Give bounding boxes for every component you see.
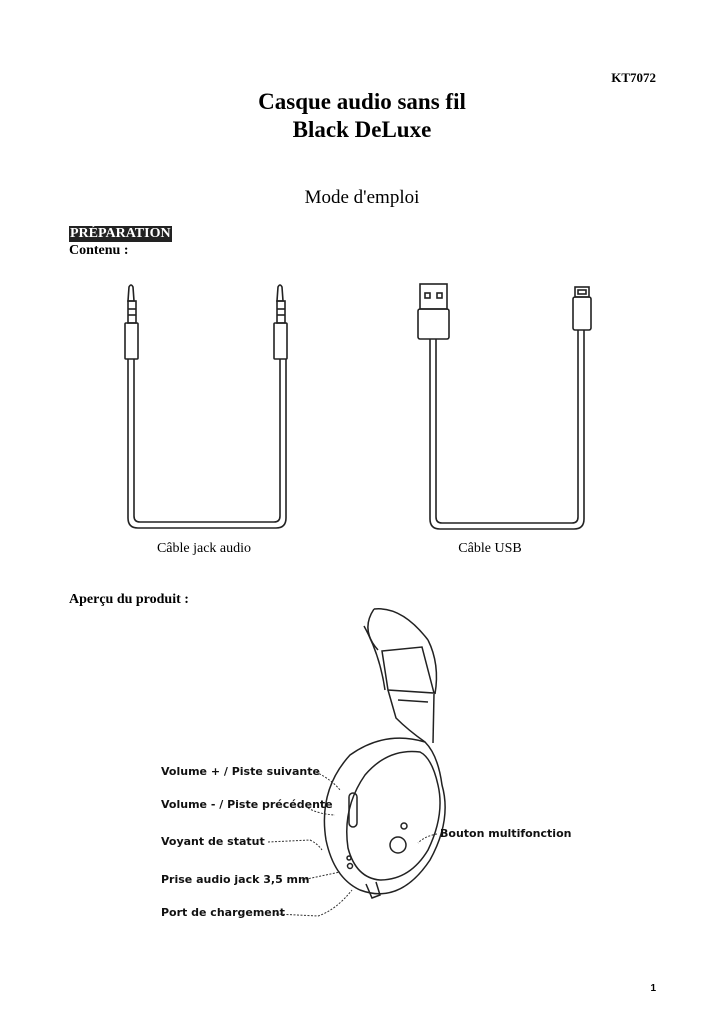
model-code: KT7072 bbox=[611, 70, 656, 85]
page-number: 1 bbox=[650, 983, 656, 994]
callout-status-indicator: Voyant de statut bbox=[161, 835, 265, 848]
callout-audio-jack-port: Prise audio jack 3,5 mm bbox=[161, 873, 310, 886]
callout-multifunction-button: Bouton multifonction bbox=[440, 827, 572, 840]
callout-volume-up-next-track: Volume + / Piste suivante bbox=[161, 765, 320, 778]
title-line-2: Black DeLuxe bbox=[292, 117, 432, 142]
title-line-1: Casque audio sans fil bbox=[258, 89, 466, 114]
caption-audio-jack-cable: Câble jack audio bbox=[156, 541, 252, 556]
document-subtitle: Mode d'emploi bbox=[304, 187, 420, 208]
contents-label: Contenu : bbox=[69, 243, 129, 258]
product-overview-label: Aperçu du produit : bbox=[69, 592, 189, 607]
callout-charging-port: Port de chargement bbox=[161, 906, 285, 919]
callout-volume-down-previous-track: Volume - / Piste précédente bbox=[161, 798, 333, 811]
caption-usb-cable: Câble USB bbox=[458, 541, 522, 556]
section-heading-preparation: PRÉPARATION bbox=[70, 226, 171, 241]
